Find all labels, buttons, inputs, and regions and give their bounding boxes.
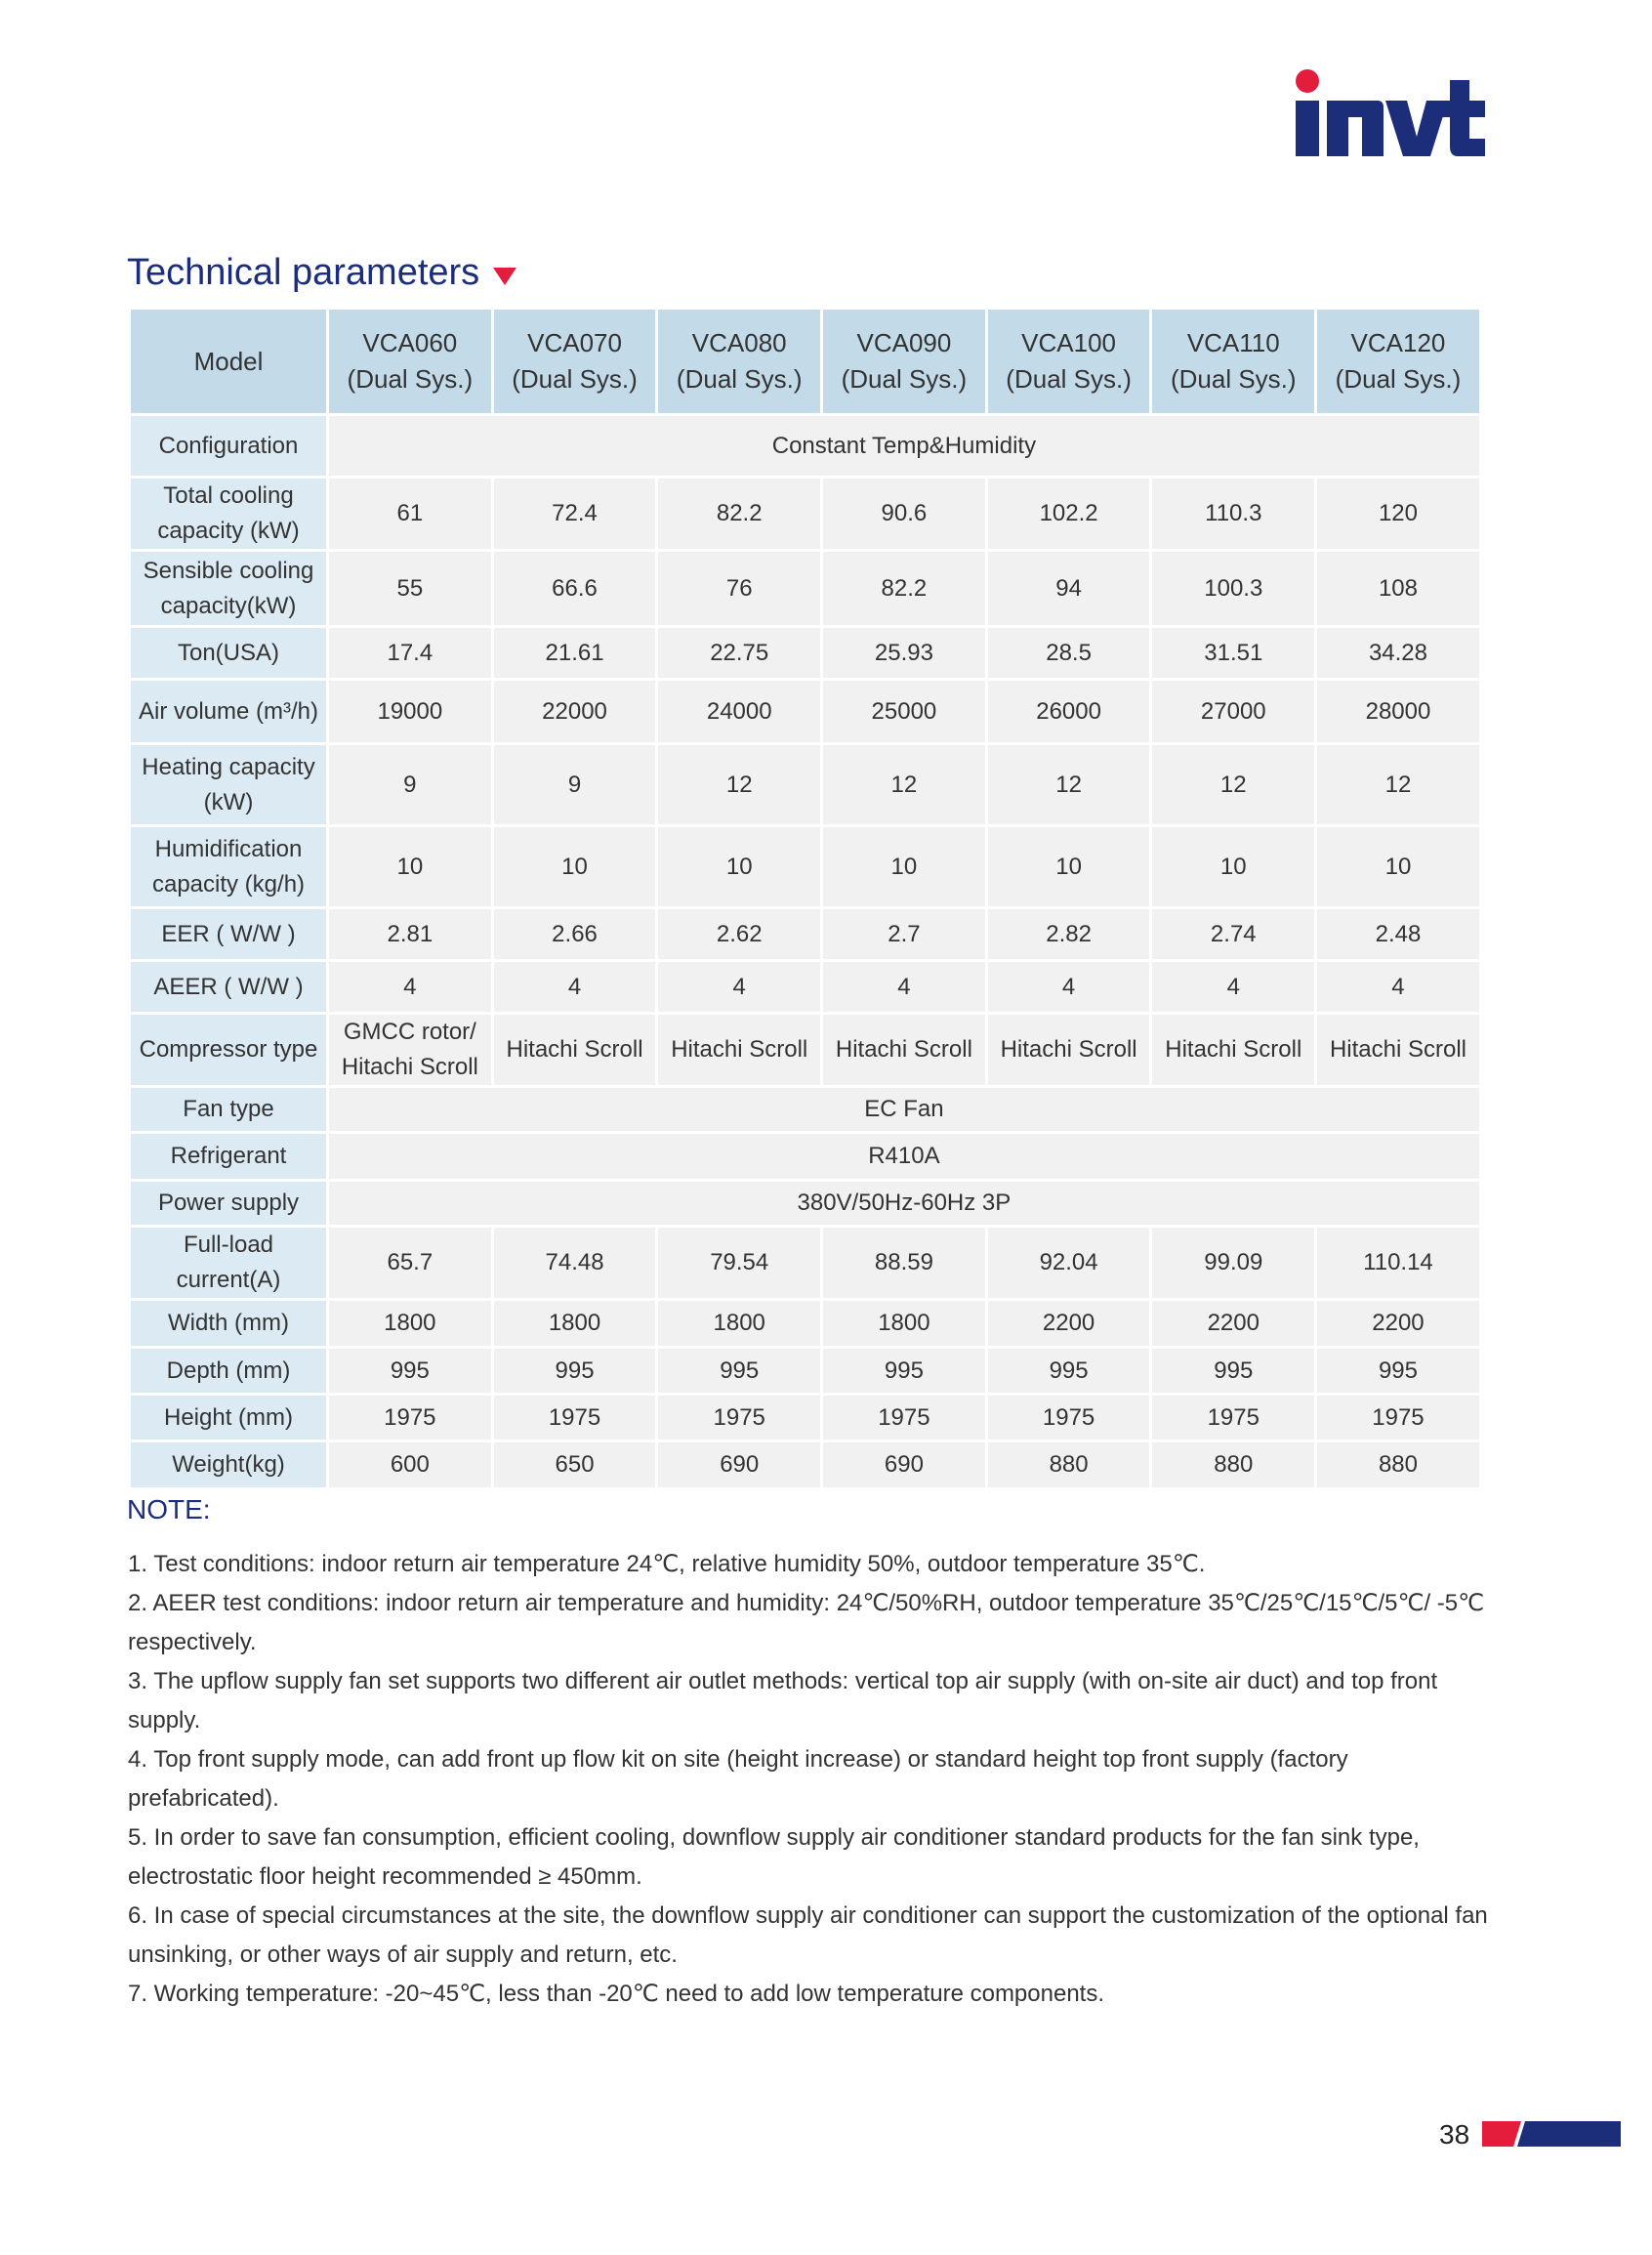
model-sub: (Dual Sys.) [676, 364, 803, 394]
table-cell: 28.5 [986, 627, 1151, 680]
row-label: Fan type [130, 1087, 328, 1133]
table-cell: 995 [1316, 1348, 1481, 1395]
table-cell: 880 [1316, 1441, 1481, 1489]
table-cell: 120 [1316, 478, 1481, 551]
note-item: 6. In case of special circumstances at the site, the downflow supply air conditioner can support the customization of the optional fan unsinking, or other ways of air supply and return, etc. [128, 1902, 1488, 1968]
table-cell: 28000 [1316, 680, 1481, 744]
table-row [130, 627, 1481, 680]
table-cell: 19000 [328, 680, 493, 744]
table-cell: 2.7 [822, 908, 987, 961]
table-cell: 9 [328, 744, 493, 826]
row-label: Height (mm) [130, 1395, 328, 1441]
table-cell: 1800 [492, 1300, 657, 1348]
table-cell: Hitachi Scroll [1151, 1014, 1316, 1087]
table-row [130, 1133, 1481, 1181]
row-label: Sensible cooling capacity(kW) [130, 551, 328, 627]
table-cell: 24000 [657, 680, 822, 744]
table-cell: 650 [492, 1441, 657, 1489]
table-cell: 995 [1151, 1348, 1316, 1395]
table-cell: 1800 [657, 1300, 822, 1348]
model-header-cell: Model [130, 309, 328, 415]
table-cell: 21.61 [492, 627, 657, 680]
table-cell: 2200 [1151, 1300, 1316, 1348]
table-cell: 25.93 [822, 627, 987, 680]
table-cell: 10 [657, 826, 822, 908]
table-cell: 34.28 [1316, 627, 1481, 680]
table-cell: 102.2 [986, 478, 1151, 551]
table-cell: 1975 [492, 1395, 657, 1441]
table-cell: 76 [657, 551, 822, 627]
table-cell: 2200 [1316, 1300, 1481, 1348]
row-label: Humidification capacity (kg/h) [130, 826, 328, 908]
section-title-text: Technical parameters [127, 252, 480, 293]
table-row [130, 1014, 1481, 1087]
section-title [127, 252, 516, 294]
row-label: Weight(kg) [130, 1441, 328, 1489]
table-cell: 4 [492, 961, 657, 1014]
note-item: 2. AEER test conditions: indoor return air temperature and humidity: 24℃/50%RH, outdoor temperature 35℃/25℃/15℃/5℃/ -5℃ respectively. [128, 1590, 1485, 1655]
table-cell: Hitachi Scroll [986, 1014, 1151, 1087]
table-cell: 94 [986, 551, 1151, 627]
table-cell: 110.3 [1151, 478, 1316, 551]
table-row [130, 1395, 1481, 1441]
table-cell: Hitachi Scroll [492, 1014, 657, 1087]
technical-parameters-table [128, 307, 1482, 1490]
table-cell: 9 [492, 744, 657, 826]
row-label: Ton(USA) [130, 627, 328, 680]
model-header-cell [657, 309, 822, 415]
table-cell: 690 [657, 1441, 822, 1489]
table-cell: 1800 [822, 1300, 987, 1348]
table-row [130, 1087, 1481, 1133]
row-label: Width (mm) [130, 1300, 328, 1348]
note-item: 5. In order to save fan consumption, efficient cooling, downflow supply air conditioner standard products for the fan sink type, electrostatic floor height recommended ≥ 450mm. [128, 1824, 1420, 1890]
table-cell: 2.66 [492, 908, 657, 961]
row-label: Depth (mm) [130, 1348, 328, 1395]
table-cell: 4 [822, 961, 987, 1014]
table-cell: GMCC rotor/ Hitachi Scroll [328, 1014, 493, 1087]
table-cell-span: EC Fan [328, 1087, 1481, 1133]
model-name: VCA100 [1021, 328, 1117, 357]
table-cell: 10 [1151, 826, 1316, 908]
model-header-cell [1316, 309, 1481, 415]
table-row [130, 1441, 1481, 1489]
table-cell-span: 380V/50Hz-60Hz 3P [328, 1181, 1481, 1227]
footer-stripe [1482, 2121, 1621, 2147]
table-cell: 22000 [492, 680, 657, 744]
table-cell: 82.2 [657, 478, 822, 551]
table-cell: 10 [986, 826, 1151, 908]
table-cell: 880 [1151, 1441, 1316, 1489]
note-item: 1. Test conditions: indoor return air temperature 24℃, relative humidity 50%, outdoor temperature 35℃. [128, 1551, 1206, 1577]
table-row [130, 744, 1481, 826]
table-cell: 12 [986, 744, 1151, 826]
table-cell: 74.48 [492, 1227, 657, 1300]
table-cell: 26000 [986, 680, 1151, 744]
triangle-down-icon [493, 268, 516, 285]
table-cell: 690 [822, 1441, 987, 1489]
table-cell: 90.6 [822, 478, 987, 551]
table-cell: 1975 [822, 1395, 987, 1441]
table-cell: Hitachi Scroll [657, 1014, 822, 1087]
table-cell: 10 [328, 826, 493, 908]
table-row [130, 961, 1481, 1014]
table-cell: 2.48 [1316, 908, 1481, 961]
model-sub: (Dual Sys.) [1006, 364, 1132, 394]
model-header-cell [328, 309, 493, 415]
note-item: 3. The upflow supply fan set supports two different air outlet methods: vertical top air supply (with on-site air duct) and top front supply. [128, 1668, 1438, 1733]
table-cell: 4 [328, 961, 493, 1014]
table-cell: 27000 [1151, 680, 1316, 744]
table-cell: 92.04 [986, 1227, 1151, 1300]
table-cell: 25000 [822, 680, 987, 744]
row-label: Compressor type [130, 1014, 328, 1087]
table-cell: 10 [492, 826, 657, 908]
table-cell: Hitachi Scroll [1316, 1014, 1481, 1087]
row-label: Air volume (m³/h) [130, 680, 328, 744]
table-cell: 4 [657, 961, 822, 1014]
table-cell: 55 [328, 551, 493, 627]
note-item: 7. Working temperature: -20~45℃, less than -20℃ need to add low temperature components. [128, 1981, 1105, 2007]
row-label: Full-load current(A) [130, 1227, 328, 1300]
table-cell: 1975 [328, 1395, 493, 1441]
table-cell: 12 [1316, 744, 1481, 826]
row-label: Configuration [130, 415, 328, 478]
model-sub: (Dual Sys.) [512, 364, 638, 394]
row-label: Heating capacity (kW) [130, 744, 328, 826]
table-body [130, 415, 1481, 1489]
table-cell: 99.09 [1151, 1227, 1316, 1300]
table-cell-span: R410A [328, 1133, 1481, 1181]
model-name: VCA080 [691, 328, 787, 357]
table-cell: 880 [986, 1441, 1151, 1489]
table-cell: 995 [822, 1348, 987, 1395]
model-header-cell [822, 309, 987, 415]
table-cell: 79.54 [657, 1227, 822, 1300]
table-cell: 2.81 [328, 908, 493, 961]
table-cell: 995 [657, 1348, 822, 1395]
table-cell: 72.4 [492, 478, 657, 551]
table-cell: 995 [986, 1348, 1151, 1395]
invt-logo [1294, 68, 1487, 158]
table-cell: 108 [1316, 551, 1481, 627]
note-title: NOTE: [127, 1494, 211, 1524]
model-sub: (Dual Sys.) [347, 364, 474, 394]
model-name: VCA070 [527, 328, 622, 357]
table-cell: 88.59 [822, 1227, 987, 1300]
table-row [130, 415, 1481, 478]
table-cell: 4 [1316, 961, 1481, 1014]
table-row [130, 1348, 1481, 1395]
table-cell-span: Constant Temp&Humidity [328, 415, 1481, 478]
table-row [130, 1227, 1481, 1300]
table-cell: 1975 [986, 1395, 1151, 1441]
table-cell: 2.62 [657, 908, 822, 961]
model-sub: (Dual Sys.) [841, 364, 968, 394]
model-name: VCA090 [856, 328, 952, 357]
model-name: VCA110 [1186, 328, 1280, 357]
table-cell: 1975 [657, 1395, 822, 1441]
model-name: VCA060 [362, 328, 458, 357]
table-cell: 31.51 [1151, 627, 1316, 680]
table-cell: 22.75 [657, 627, 822, 680]
table-row [130, 1300, 1481, 1348]
table-cell: 12 [822, 744, 987, 826]
table-cell: 10 [1316, 826, 1481, 908]
table-cell: 1975 [1316, 1395, 1481, 1441]
table-row [130, 1181, 1481, 1227]
table-cell: 17.4 [328, 627, 493, 680]
row-label: Total cooling capacity (kW) [130, 478, 328, 551]
table-cell: 2.74 [1151, 908, 1316, 961]
table-cell: 600 [328, 1441, 493, 1489]
note-item: 4. Top front supply mode, can add front up flow kit on site (height increase) or standard height top front supply (factory prefabricated). [128, 1746, 1348, 1812]
table-cell: 65.7 [328, 1227, 493, 1300]
model-header-cell [492, 309, 657, 415]
table-header-row [130, 309, 1481, 415]
table-cell: 2.82 [986, 908, 1151, 961]
table-row [130, 680, 1481, 744]
model-sub: (Dual Sys.) [1170, 364, 1297, 394]
table-cell: 61 [328, 478, 493, 551]
table-cell: Hitachi Scroll [822, 1014, 987, 1087]
row-label: Refrigerant [130, 1133, 328, 1181]
table-cell: 110.14 [1316, 1227, 1481, 1300]
table-cell: 66.6 [492, 551, 657, 627]
table-row [130, 478, 1481, 551]
table-cell: 4 [1151, 961, 1316, 1014]
row-label: EER ( W/W ) [130, 908, 328, 961]
table-cell: 12 [657, 744, 822, 826]
row-label: Power supply [130, 1181, 328, 1227]
table-row [130, 908, 1481, 961]
table-row [130, 826, 1481, 908]
table-cell: 2200 [986, 1300, 1151, 1348]
notes-list [128, 1545, 1495, 2014]
model-sub: (Dual Sys.) [1335, 364, 1462, 394]
model-header-cell [1151, 309, 1316, 415]
table-cell: 82.2 [822, 551, 987, 627]
table-cell: 10 [822, 826, 987, 908]
table-cell: 100.3 [1151, 551, 1316, 627]
table-cell: 4 [986, 961, 1151, 1014]
row-label: AEER ( W/W ) [130, 961, 328, 1014]
page-number: 38 [1439, 2119, 1470, 2150]
table-cell: 12 [1151, 744, 1316, 826]
model-name: VCA120 [1350, 328, 1446, 357]
table-row [130, 551, 1481, 627]
table-cell: 995 [492, 1348, 657, 1395]
table-cell: 1975 [1151, 1395, 1316, 1441]
table-cell: 1800 [328, 1300, 493, 1348]
model-header-cell [986, 309, 1151, 415]
table-cell: 995 [328, 1348, 493, 1395]
